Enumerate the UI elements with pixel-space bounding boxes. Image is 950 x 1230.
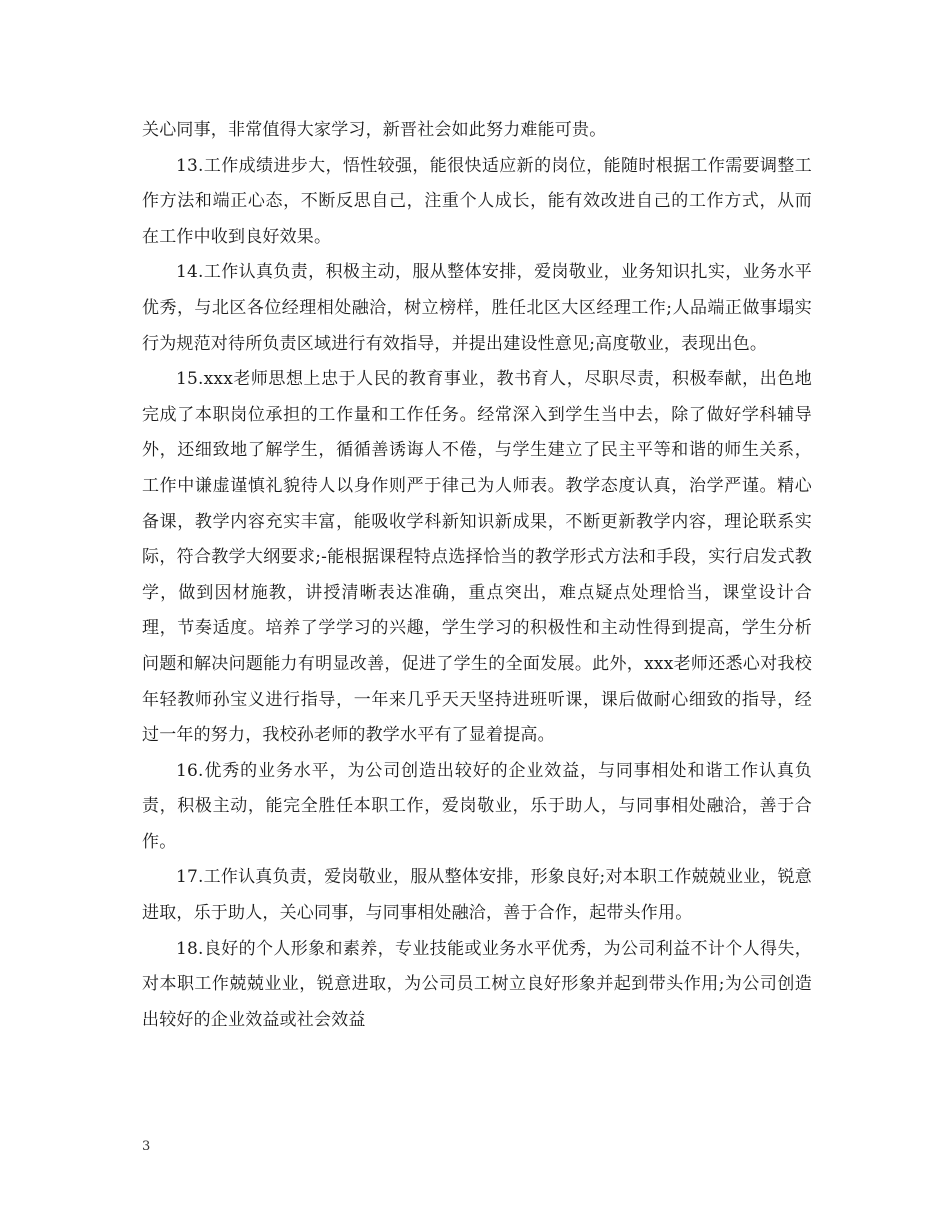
paragraph-item-13: 13.工作成绩进步大，悟性较强，能很快适应新的岗位，能随时根据工作需要调整工作方法和端正心态，不断反思自己，注重个人成长，能有效改进自己的工作方式，从而在工作中收到良好效果。 <box>142 155 812 247</box>
paragraph-item-15: 15.xxx老师思想上忠于人民的教育事业，教书育人，尽职尽责，积极奉献，出色地完成了本职岗位承担的工作量和工作任务。经常深入到学生当中去，除了做好学科辅导外，还细致地了解学生，循循善诱诲人不倦，与学生建立了民主平等和谐的师生关系，工作中谦虚谨慎礼貌待人以身作则严于律己为人师表。教学态度认真，治学严谨。精心备课，教学内容充实丰富，能吸收学科新知识新成果，不断更新教学内容，理论联系实际，符合教学大纲要求;-能根据课程特点选择恰当的教学形式方法和手段，实行启发式教学，做到因材施教，讲授清晰表达准确，重点突出，难点疑点处理恰当，课堂设计合理，节奏适度。培养了学学习的兴趣，学生学习的积极性和主动性得到提高，学生分析问题和解决问题能力有明显改善，促进了学生的全面发展。此外，xxx老师还悉心对我校年轻教师孙宝义进行指导，一年来几乎天天坚持进班听课，课后做耐心细致的指导，经过一年的努力，我校孙老师的教学水平有了显着提高。 <box>142 369 812 746</box>
paragraph-continuation: 关心同事，非常值得大家学习，新晋社会如此努力难能可贵。 <box>142 120 607 140</box>
paragraph-item-17: 17.工作认真负责，爱岗敬业，服从整体安排，形象良好;对本职工作兢兢业业，锐意进取，乐于助人，关心同事，与同事相处融洽，善于合作，起带头作用。 <box>142 867 812 924</box>
page-number: 3 <box>142 1139 151 1154</box>
paragraph-item-18: 18.良好的个人形象和素养，专业技能或业务水平优秀，为公司利益不计个人得失，对本职工作兢兢业业，锐意进取，为公司员工树立良好形象并起到带头作用;为公司创造出较好的企业效益或社会效益 <box>142 938 812 1030</box>
paragraph-item-14: 14.工作认真负责，积极主动，服从整体安排，爱岗敬业，业务知识扎实，业务水平优秀，与北区各位经理相处融洽，树立榜样，胜任北区大区经理工作;人品端正做事塌实行为规范对待所负责区域进行有效指导，并提出建设性意见;高度敬业，表现出色。 <box>142 262 812 354</box>
paragraph-item-16: 16.优秀的业务水平，为公司创造出较好的企业效益，与同事相处和谐工作认真负责，积极主动，能完全胜任本职工作，爱岗敬业，乐于助人，与同事相处融洽，善于合作。 <box>142 760 812 852</box>
document-body <box>142 113 812 1038</box>
